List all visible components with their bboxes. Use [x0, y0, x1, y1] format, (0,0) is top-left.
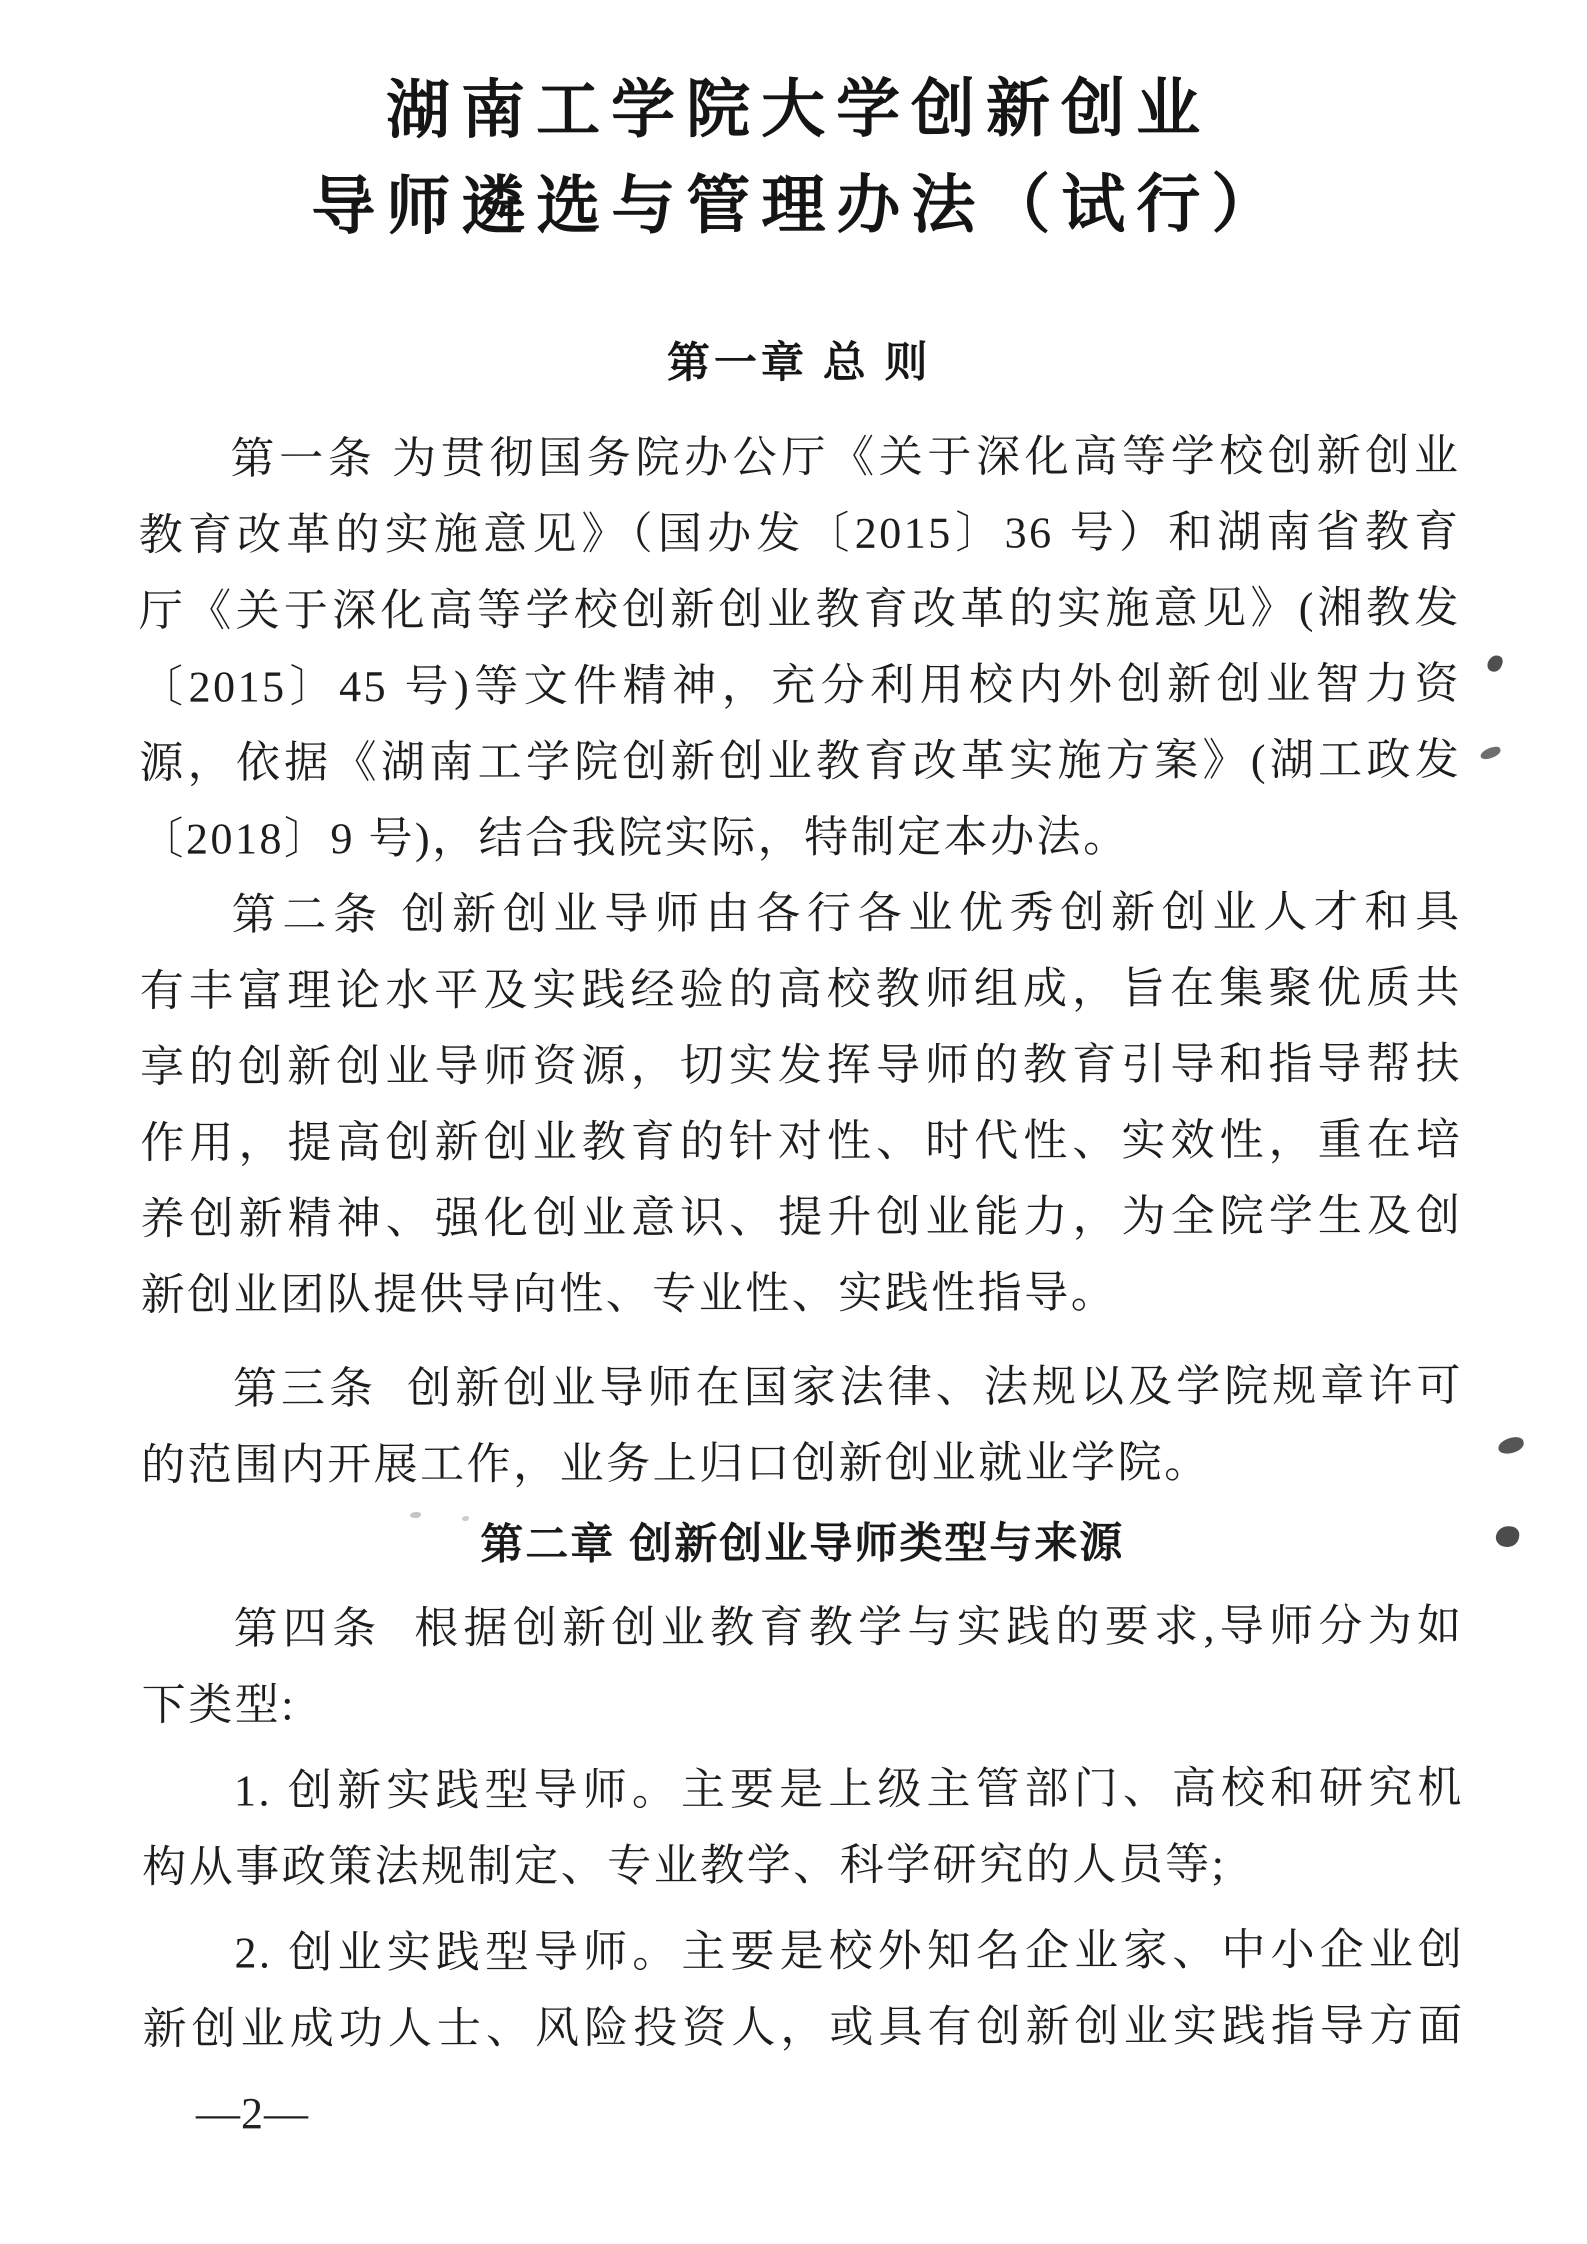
- document-title-line-2: 导师遴选与管理办法（试行）: [311, 168, 1287, 243]
- ink-speck: [1479, 745, 1502, 761]
- ink-speck: [1495, 1525, 1521, 1549]
- document-title-line-1: 湖南工学院大学创新创业: [385, 72, 1212, 147]
- text-line: 〔2015〕45 号)等文件精神，充分利用校内外创新创业智力资: [139, 659, 1462, 712]
- text-line: 第一条 为贯彻国务院办公厅《关于深化高等学校创新创业: [230, 431, 1461, 484]
- text-line: 1. 创新实践型导师。主要是上级主管部门、高校和研究机: [233, 1763, 1465, 1816]
- document-content: [137, 0, 1464, 2068]
- text-line: 第二条 创新创业导师由各行各业优秀创新创业人才和具: [231, 887, 1462, 940]
- document-title: [137, 60, 1459, 255]
- text-line: 新创业团队提供导向性、专业性、实践性指导。: [140, 1268, 1118, 1320]
- text-line: 源，依据《湖南工学院创新创业教育改革实施方案》(湖工政发: [139, 735, 1462, 788]
- page-number: —2—: [196, 2089, 309, 2138]
- text-line: 〔2018〕9 号)，结合我院实际，特制定本办法。: [139, 812, 1130, 864]
- mentor-type-item-1: [142, 1750, 1464, 1905]
- text-line: 下类型:: [141, 1680, 297, 1730]
- article-1-paragraph: [138, 418, 1461, 877]
- text-line: 2. 创业实践型导师。主要是校外知名企业家、中小企业创: [234, 1925, 1465, 1978]
- text-line: 的范围内开展工作，业务上归口创新创业就业学院。: [141, 1437, 1211, 1490]
- text-line: 第三条 创新创业导师在国家法律、法规以及学院规章许可: [232, 1361, 1463, 1414]
- text-line: 第四条 根据创新创业教育教学与实践的要求,导师分为如: [233, 1601, 1464, 1654]
- chapter-1-heading: 第一章 总 则: [666, 339, 932, 388]
- mentor-type-item-2: [142, 1912, 1464, 2067]
- article-2-paragraph: [140, 874, 1463, 1333]
- text-line: 有丰富理论水平及实践经验的高校教师组成，旨在集聚优质共: [139, 963, 1462, 1016]
- article-3-paragraph: [141, 1348, 1463, 1503]
- text-line: 作用，提高创新创业教育的针对性、时代性、实效性，重在培: [140, 1115, 1463, 1168]
- ink-speck: [1486, 653, 1505, 674]
- article-4-paragraph: [141, 1588, 1463, 1743]
- text-line: 新创业成功人士、风险投资人，或具有创新创业实践指导方面: [142, 2001, 1465, 2054]
- ink-speck: [1497, 1435, 1526, 1455]
- chapter-2-heading: 第二章 创新创业导师类型与来源: [480, 1519, 1125, 1569]
- text-line: 教育改革的实施意见》（国办发〔2015〕36 号）和湖南省教育: [138, 507, 1461, 560]
- text-line: 厅《关于深化高等学校创新创业教育改革的实施意见》(湘教发: [138, 583, 1461, 636]
- text-line: 构从事政策法规制定、专业教学、科学研究的人员等;: [142, 1839, 1227, 1892]
- text-line: 养创新精神、强化创业意识、提升创业能力，为全院学生及创: [140, 1191, 1463, 1244]
- text-line: 享的创新创业导师资源，切实发挥导师的教育引导和指导帮扶: [140, 1039, 1463, 1092]
